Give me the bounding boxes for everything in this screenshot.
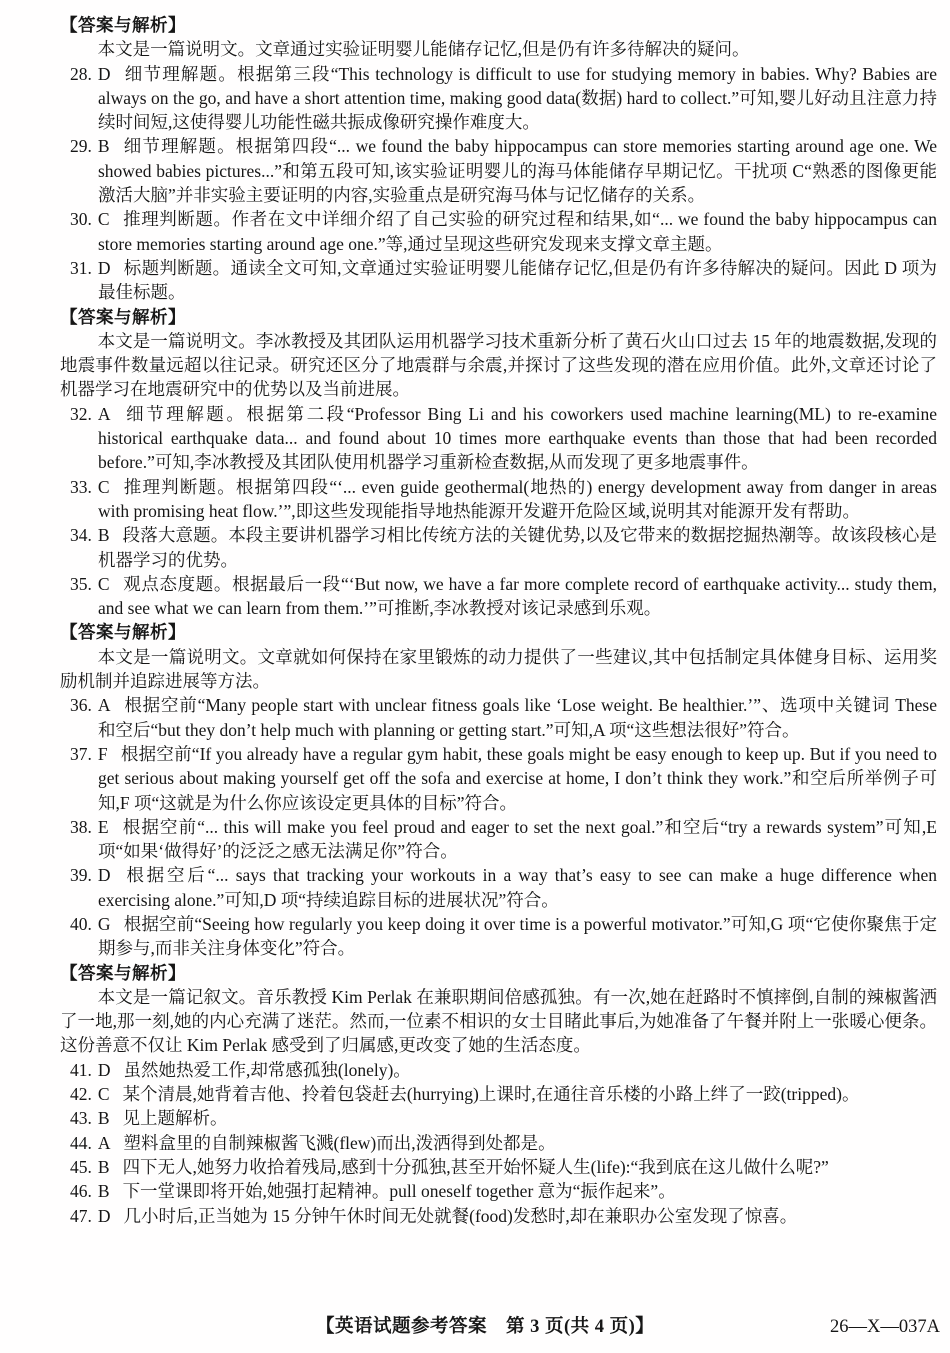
answer-letter: C	[97, 573, 110, 594]
section-intro: 本文是一篇说明文。文章就如何保持在家里锻炼的动力提供了一些建议,其中包括制定具体健身目标、运用奖励机制并追踪进展等方法。	[60, 646, 937, 692]
answer-explanation: 段落大意题。本段主要讲机器学习相比传统方法的关键优势,以及它带来的数据挖掘热潮等。故该段核心是机器学习的优势。	[98, 525, 937, 570]
answer-item-47	[60, 1204, 937, 1228]
answer-item-45	[60, 1155, 937, 1179]
answer-item-34	[60, 523, 937, 572]
section-header: 【答案与解析】	[60, 15, 186, 35]
section-header: 【答案与解析】	[60, 962, 186, 983]
answer-letter: D	[97, 257, 111, 278]
answer-explanation: 某个清晨,她背着吉他、拎着包袋赶去(hurrying)上课时,在通往音乐楼的小路上绊了一跤(tripped)。	[122, 1084, 860, 1105]
section-intro: 本文是一篇说明文。文章通过实验证明婴儿能储存记忆,但是仍有许多待解决的疑问。	[97, 39, 750, 60]
answer-item-46	[60, 1179, 937, 1203]
answer-letter: D	[97, 1059, 111, 1080]
section-intro: 本文是一篇说明文。李冰教授及其团队运用机器学习技术重新分析了黄石火山口过去 15 年的地震数据,发现的地震事件数量远超以往记录。研究还区分了地震群与余震,并探讨了这些发现的潜在应用价值。此外,文章还讨论了机器学习在地震研究中的优势以及当前进展。	[60, 330, 937, 400]
answer-letter: B	[97, 1108, 110, 1129]
question-number: 42.	[70, 1084, 92, 1105]
answer-letter: D	[97, 865, 111, 886]
question-number: 32.	[70, 403, 92, 424]
answer-explanation: 推理判断题。根据第四段“‘... even guide geothermal(地热的) energy development away from danger in areas with promising heat flow.’”,即这些发现能指导地热能源开发避开危险区域,说明其对能源开发有帮助。	[98, 476, 937, 521]
section-header: 【答案与解析】	[60, 622, 186, 643]
answer-explanation: 下一堂课即将开始,她强打起精神。pull oneself together 意为“振作起来”。	[122, 1181, 676, 1202]
answer-item-41	[60, 1058, 937, 1082]
answer-letter: C	[97, 209, 110, 230]
question-number: 47.	[70, 1205, 92, 1226]
answer-letter: F	[97, 743, 108, 764]
question-number: 28.	[70, 63, 92, 84]
question-number: 38.	[70, 816, 92, 837]
answer-item-30	[60, 207, 937, 256]
question-number: 29.	[70, 136, 92, 157]
answer-explanation: 细节理解题。根据第三段“This technology is difficult to use for studying memory in babies. Why? Babies are always on the go, and have a short attention time, making good data(数据) hard to collect.”可知,婴儿好动且注意力持续时间短,这使得婴儿功能性磁共振成像研究操作难度大。	[98, 63, 937, 133]
question-number: 31.	[70, 257, 92, 278]
answer-explanation: 四下无人,她努力收拾着残局,感到十分孤独,甚至开始怀疑人生(life):“我到底在这儿做什么呢?”	[122, 1156, 829, 1177]
answer-explanation: 根据空前“Many people start with unclear fitness goals like ‘Lose weight. Be healthier.’”、选项中关键词 These 和空后“but they don’t help much with planning or getting start.”可知,A 项“这些想法很好”符合。	[98, 695, 937, 740]
answer-letter: B	[97, 525, 110, 546]
question-number: 37.	[70, 743, 92, 764]
answer-explanation: 推理判断题。作者在文中详细介绍了自己实验的研究过程和结果,如“... we found the baby hippocampus can store memories starting around age one.”等,通过呈现这些研究发现来支撑文章主题。	[98, 209, 937, 254]
answer-item-44	[60, 1131, 937, 1155]
answer-explanation: 标题判断题。通读全文可知,文章通过实验证明婴儿能储存记忆,但是仍有许多待解决的疑问。因此 D 项为最佳标题。	[98, 257, 937, 303]
answer-letter: B	[97, 1181, 110, 1202]
answer-item-38	[60, 815, 937, 864]
answer-item-31	[60, 256, 937, 305]
answer-explanation: 塑料盒里的自制辣椒酱飞溅(flew)而出,泼洒得到处都是。	[123, 1132, 556, 1153]
paper-code: 26—X—037A	[830, 1317, 940, 1337]
footer-title-page-number: 【英语试题参考答案 第 3 页(共 4 页)】	[315, 1317, 655, 1337]
section-intro: 本文是一篇记叙文。音乐教授 Kim Perlak 在兼职期间倍感孤独。有一次,她在赶路时不慎摔倒,自制的辣椒酱洒了一地,那一刻,她的内心充满了迷茫。然而,一位素不相识的女士目睹此事后,为她准备了午餐并附上一张暖心便条。这份善意不仅让 Kim Perlak 感受到了归属感,更改变了她的生活态度。	[60, 986, 937, 1056]
answer-letter: G	[97, 913, 111, 934]
answer-explanation: 虽然她热爱工作,却常感孤独(lonely)。	[123, 1059, 411, 1080]
answer-letter: B	[97, 136, 110, 157]
answer-explanation: 细节理解题。根据第四段“... we found the baby hippocampus can store memories starting around age one. We showed babies pictures...”和第五段可知,该实验证明婴儿的海马体能储存早期记忆。干扰项 C“熟悉的图像更能激活大脑”并非实验主要证明的内容,实验重点是研究海马体与记忆储存的关系。	[98, 136, 937, 206]
answer-letter: A	[97, 695, 111, 716]
answer-item-29	[60, 134, 937, 207]
answer-explanation: 根据空前“Seeing how regularly you keep doing it over time is a powerful motivator.”可知,G 项“它使你聚焦于定期参与,而非关注身体变化”符合。	[98, 913, 937, 959]
answer-explanation: 观点态度题。根据最后一段“‘But now, we have a far more complete record of earthquake activity... study them, and see what we can learn from them.’”可推断,李冰教授对该记录感到乐观。	[98, 573, 937, 619]
answer-item-35	[60, 572, 937, 621]
question-number: 33.	[70, 476, 92, 497]
answer-explanation: 见上题解析。	[122, 1108, 228, 1129]
answer-item-43	[60, 1106, 937, 1130]
answer-explanation: 根据空前“If you already have a regular gym habit, these goals might be easy enough to keep up. But if you need to get serious about making yourself get off the sofa and exercise at home, I don’t think they work.”和空后所举例子可知,F 项“这就是为什么你应该设定更具体的目标”符合。	[98, 743, 937, 813]
page-footer	[0, 1315, 950, 1341]
question-number: 41.	[70, 1059, 92, 1080]
answer-item-33	[60, 475, 937, 524]
question-number: 39.	[70, 865, 92, 886]
answer-item-28	[60, 62, 937, 135]
answer-item-36	[60, 693, 937, 742]
answer-letter: D	[97, 1205, 111, 1226]
answer-explanation: 根据空后“... says that tracking your workouts in a way that’s easy to see can make a huge difference when exercising alone.”可知,D 项“持续追踪目标的进展状况”符合。	[98, 865, 937, 910]
question-number: 40.	[70, 913, 92, 934]
question-number: 45.	[70, 1156, 92, 1177]
question-number: 35.	[70, 573, 92, 594]
section-header: 【答案与解析】	[60, 306, 186, 327]
question-number: 36.	[70, 695, 92, 716]
answer-item-32	[60, 402, 937, 475]
answer-letter: C	[97, 476, 110, 497]
answer-item-40	[60, 912, 937, 961]
answer-item-42	[60, 1082, 937, 1106]
question-number: 34.	[70, 525, 92, 546]
answer-letter: A	[97, 1132, 111, 1153]
answer-item-37	[60, 742, 937, 815]
answer-explanation: 细节理解题。根据第二段“Professor Bing Li and his coworkers used machine learning(ML) to re-examine historical earthquake data... and found about 10 times more earthquake events than those that had been recorded before.”可知,李冰教授及其团队使用机器学习重新检查数据,从而发现了更多地震事件。	[98, 403, 937, 473]
answer-letter: E	[97, 816, 109, 837]
answer-letter: C	[97, 1084, 110, 1105]
answer-letter: B	[97, 1156, 110, 1177]
question-number: 44.	[70, 1132, 92, 1153]
question-number: 30.	[70, 209, 92, 230]
question-number: 43.	[70, 1108, 92, 1129]
answer-letter: D	[97, 63, 111, 84]
question-number: 46.	[70, 1181, 92, 1202]
answer-explanation: 几小时后,正当她为 15 分钟午休时间无处就餐(food)发愁时,却在兼职办公室发现了惊喜。	[123, 1205, 798, 1226]
answer-letter: A	[97, 403, 111, 424]
answer-item-39	[60, 863, 937, 912]
answer-explanation: 根据空前“... this will make you feel proud and eager to set the next goal.”和空后“try a rewards system”可知,E 项“如果‘做得好’的泛泛之感无法满足你”符合。	[98, 816, 937, 862]
